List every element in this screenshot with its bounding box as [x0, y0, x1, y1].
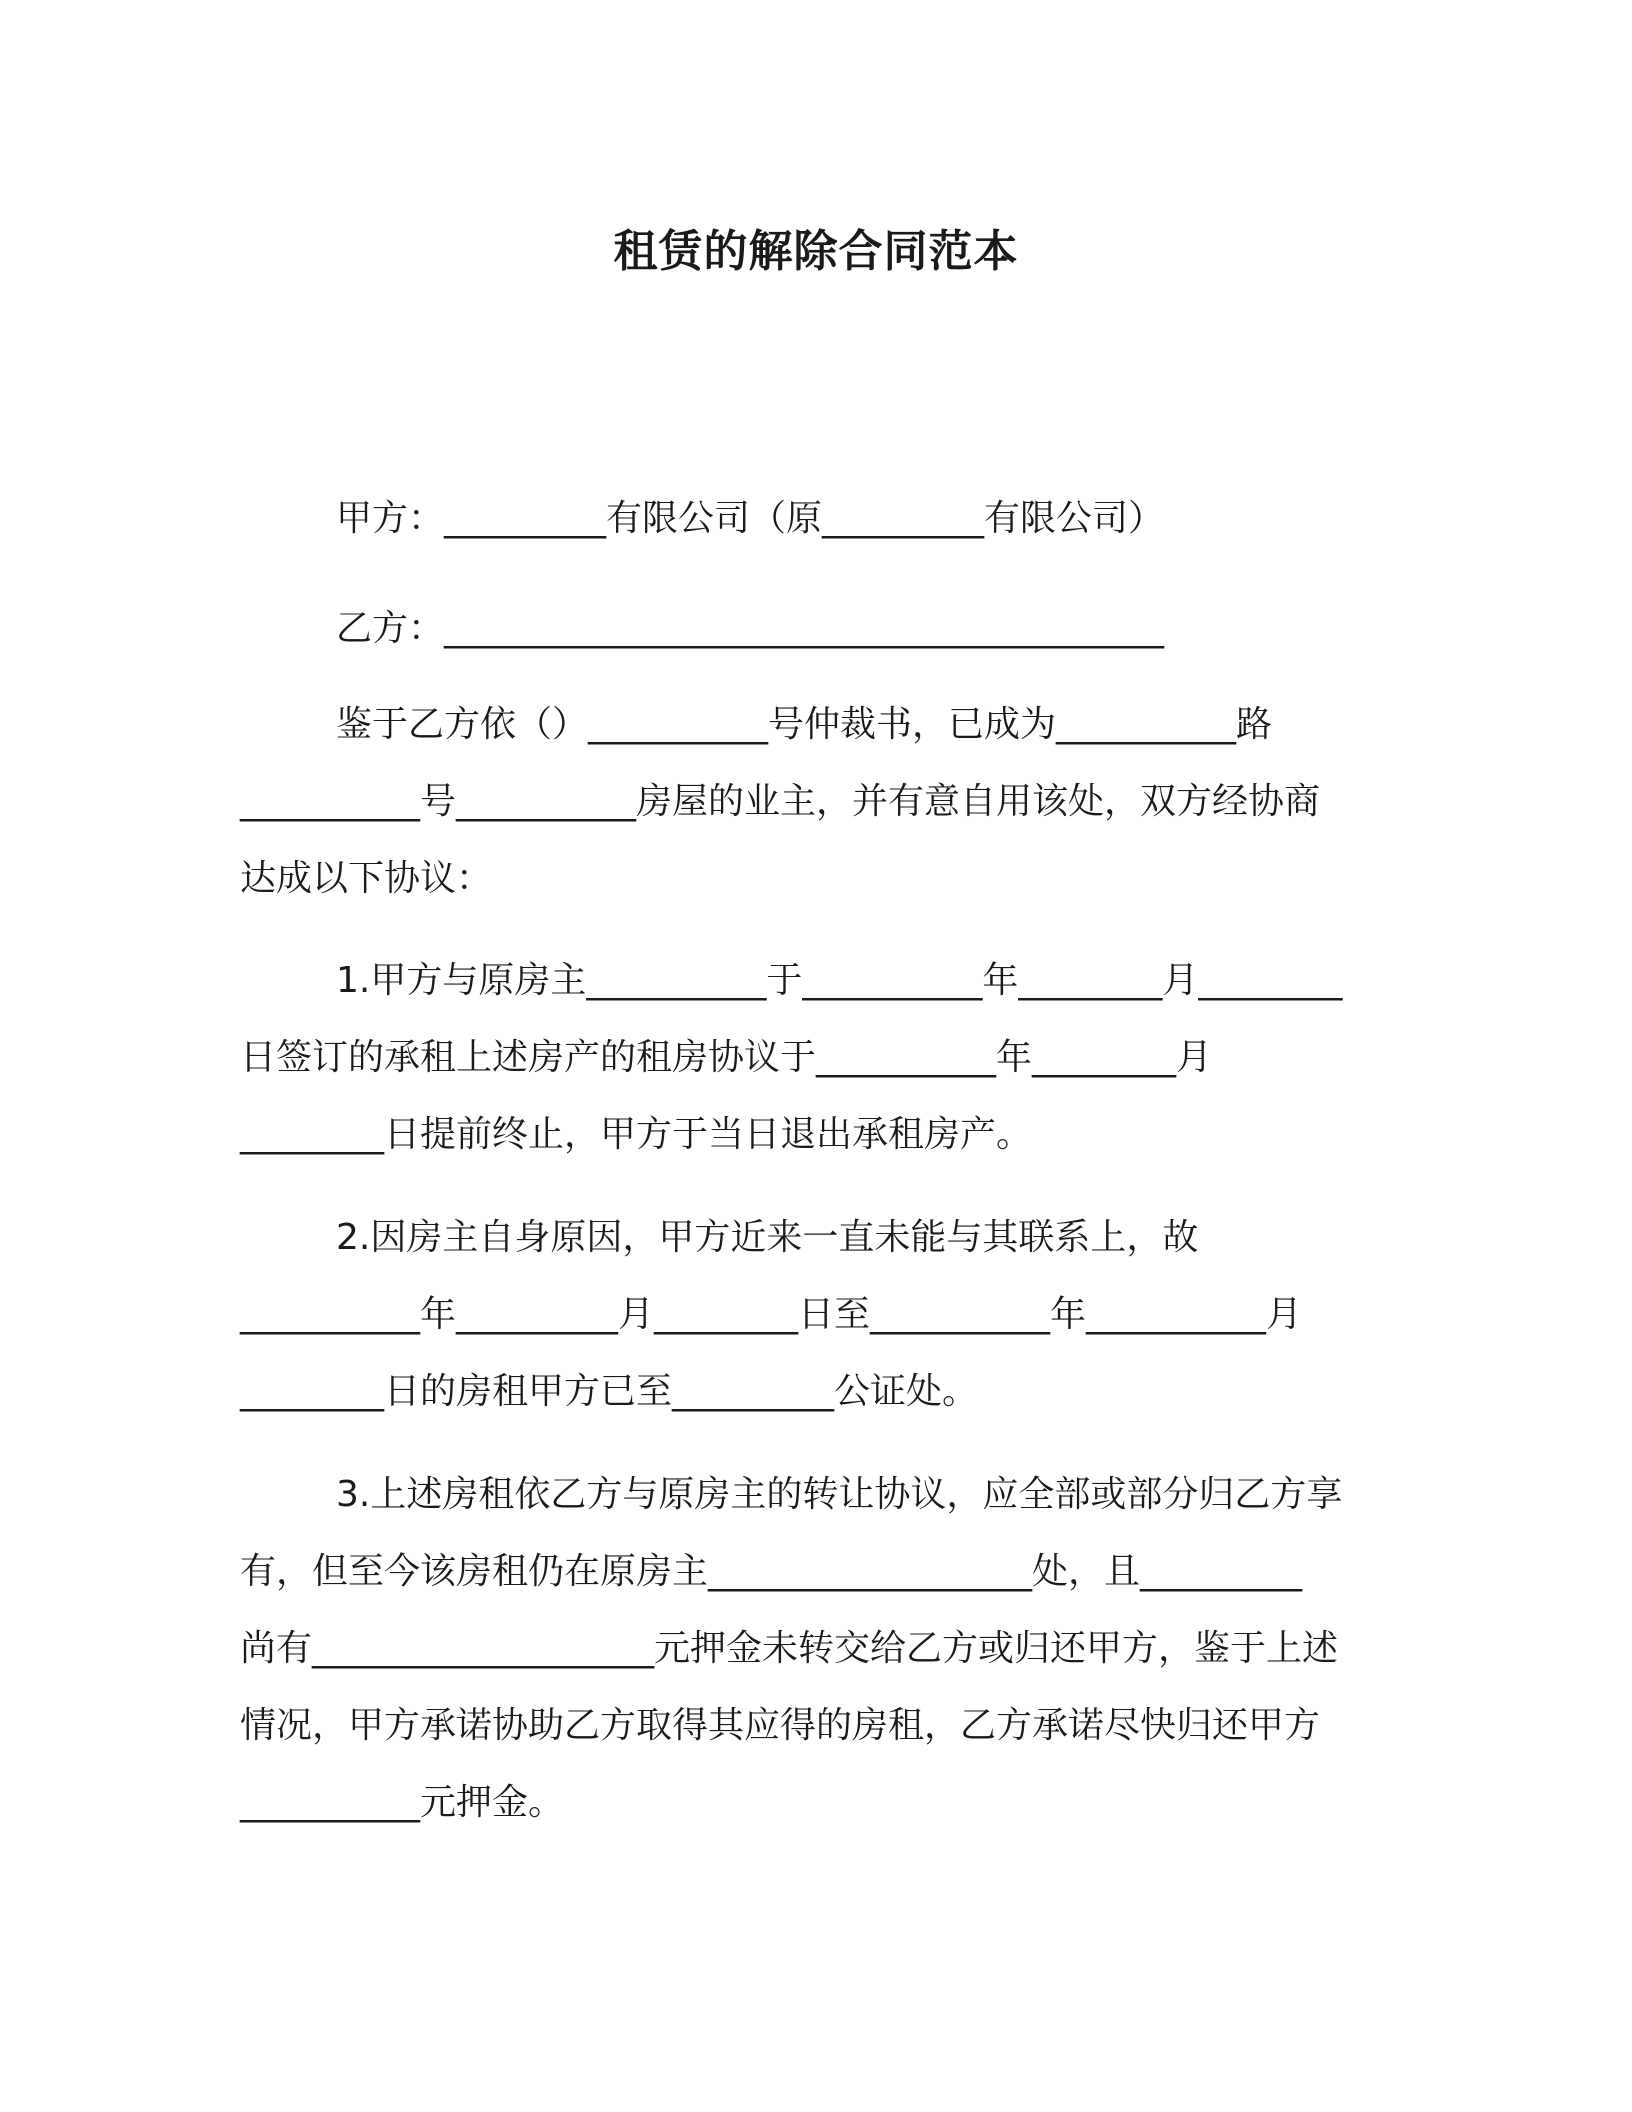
intro-line: 达成以下协议： [240, 858, 493, 899]
clause-3-line: __________元押金。 [240, 1782, 565, 1823]
clause-3-line: 尚有___________________元押金未转交给乙方或归还甲方，鉴于上述 [240, 1628, 1339, 1669]
clause-2-line: __________年_________月________日至__________年__________月 [240, 1294, 1302, 1335]
party-a-line: 甲方：_________有限公司（原_________有限公司） [336, 498, 1165, 539]
intro-line: __________号__________房屋的业主，并有意自用该处，双方经协商 [240, 781, 1321, 822]
clause-2-line: 2.因房主自身原因，甲方近来一直未能与其联系上，故 [336, 1217, 1199, 1258]
clause-3-line: 情况，甲方承诺协助乙方取得其应得的房租，乙方承诺尽快归还甲方 [240, 1705, 1321, 1746]
clause-1-line: 1.甲方与原房主__________于__________年________月________ [336, 960, 1343, 1001]
intro-line: 鉴于乙方依（）__________号仲裁书，已成为__________路 [336, 704, 1273, 745]
clause-2-line: ________日的房租甲方已至_________公证处。 [240, 1371, 979, 1412]
clause-1-line: ________日提前终止，甲方于当日退出承租房产。 [240, 1114, 1033, 1155]
clause-3-line: 有，但至今该房租仍在原房主__________________处，且_________ [240, 1551, 1303, 1592]
party-b-line: 乙方：________________________________________ [336, 608, 1165, 649]
clause-3-line: 3.上述房租依乙方与原房主的转让协议，应全部或部分归乙方享 [336, 1474, 1343, 1515]
document-title: 租赁的解除合同范本 [613, 226, 1019, 277]
clause-1-line: 日签订的承租上述房产的租房协议于__________年________月 [240, 1037, 1213, 1078]
